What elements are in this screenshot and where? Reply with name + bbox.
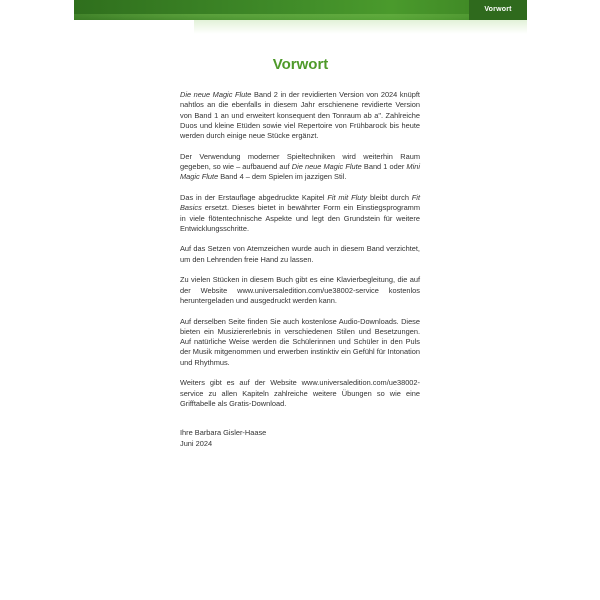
paragraph-3 [180,193,420,234]
book-title-italic: Die neue Magic Flute [180,90,252,99]
book-title-italic: Die neue Magic Flute [291,162,362,172]
header-band-fade [194,20,527,34]
paragraph-text: Das in der Erstauflage abgedruckte Kapitel [180,192,328,202]
signature-name: Ihre Barbara Gisler-Haase [180,428,267,438]
paragraph-1 [180,90,420,141]
section-tab: Vorwort [469,0,527,20]
paragraph-6: Auf derselben Seite finden Sie auch kostenlose Audio-Downloads. Diese bieten ein Musiziererlebnis in verschiedenen Stilen und Besetzungen. Auf natürliche Weise werden die Schülerinnen und Schüler in den Puls der Musik mitgenommen und erwerben instinktiv ein Gefühl für Intonation und Rhythmus. [180,316,420,367]
paragraph-text: Band 1 oder [361,162,407,172]
book-title-italic: Mini Magic Flute [180,162,420,182]
header-band [74,0,527,20]
signature-date: Juni 2024 [180,438,213,448]
page-title: Vorwort [272,56,329,73]
paragraph-2 [180,152,420,183]
chapter-title-italic: Fit mit Fluty [327,192,368,202]
preface-body [180,90,420,449]
chapter-title-italic: Fit Basics [180,192,421,213]
paragraph-text: ersetzt. Dieses bietet in bewährter Form ein Einstiegsprogramm in viele flötentechnische Aspekte und legt den Grundstein für weitere Entwicklungsschritte. [180,203,420,233]
paragraph-5: Zu vielen Stücken in diesem Buch gibt es eine Klavierbegleitung, die auf der Website www.universaledition.com/ue38002-service kostenlos heruntergeladen und ausgedruckt werden kann. [180,275,420,305]
paragraph-text: Der Verwendung moderner Spieltechniken wird weiterhin Raum gegeben, so wie – aufbauend auf [180,151,420,172]
paragraph-text: Band 4 – dem Spielen im jazzigen Stil. [218,172,347,182]
signature-block [180,428,420,449]
paragraph-text: Band 2 in der revidierten Version von 2024 knüpft nahtlos an die ebenfalls in diesem Jahr erschienene revidierte Version von Band 1 an und erweitert konsequent den Tonraum ab a". Zahlreiche Duos und kleine Etüden sowie viel Repertoire von Frühbarock bis heute werden durch einige neue Stücke ergänzt. [180,90,420,141]
book-page [74,0,527,600]
paragraph-text: bleibt durch [367,192,412,202]
paragraph-7: Weiters gibt es auf der Website www.universaledition.com/ue38002-service zu allen Kapiteln zahlreiche weitere Übungen so wie eine Grifftabelle als Gratis-Download. [180,378,420,408]
paragraph-4: Auf das Setzen von Atemzeichen wurde auch in diesem Band verzichtet, um den Lehrenden freie Hand zu lassen. [180,244,420,264]
